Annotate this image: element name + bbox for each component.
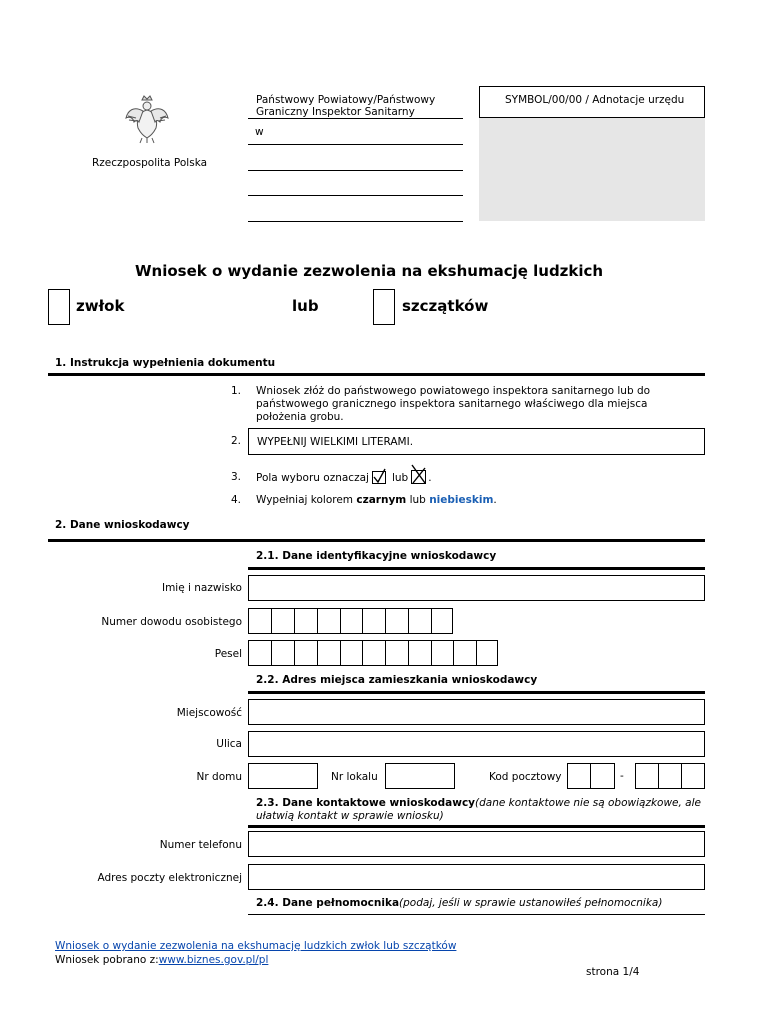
section2-rule — [48, 539, 705, 542]
house-number-label: Nr domu — [196, 771, 242, 783]
option-szczatkow-label: szczątków — [402, 297, 489, 315]
office-annotation-area — [479, 118, 705, 221]
option-zwlok-label: zwłok — [76, 297, 125, 315]
cross-mark-icon — [411, 464, 428, 484]
form-title-link[interactable]: Wniosek o wydanie zezwolenia na ekshumację ludzkich zwłok lub szczątków — [55, 940, 457, 952]
name-label: Imię i nazwisko — [161, 582, 242, 594]
instruction-1-text: Wniosek złóż do państwowego powiatowego inspektora sanitarnego lub do państwowego granicznego inspektora sanitarnego właściwego dla miejsca położenia grobu. — [256, 385, 651, 423]
city-input[interactable] — [248, 699, 705, 725]
subsection-2-1-heading: 2.1. Dane identyfikacyjne wnioskodawcy — [256, 550, 497, 562]
symbol-box — [479, 86, 705, 118]
checkbox-zwlok[interactable] — [48, 289, 70, 325]
subsection-2-4-heading-bold: 2.4. Dane pełnomocnika — [256, 897, 400, 909]
black-color-word: czarnym — [356, 494, 407, 506]
country-name: Rzeczpospolita Polska — [92, 157, 208, 169]
email-input[interactable] — [248, 864, 705, 890]
address-line-4[interactable] — [248, 221, 463, 222]
subsection-2-3-heading-note: (dane kontaktowe nie są obowiązkowe, ale ułatwią kontakt w sprawie wniosku) — [256, 797, 701, 822]
section1-rule — [48, 373, 705, 376]
subsection-2-3-rule — [248, 825, 705, 828]
instruction-3-num: 3. — [231, 471, 242, 483]
flat-number-label: Nr lokalu — [331, 771, 378, 783]
address-line-1[interactable] — [248, 144, 463, 145]
subsection-2-3-heading — [256, 797, 704, 823]
instruction-2-box — [248, 428, 705, 455]
id-number-input[interactable] — [248, 608, 453, 634]
authority-underline — [248, 118, 463, 119]
source-url-link[interactable]: www.biznes.gov.pl/pl — [158, 954, 269, 966]
section1-heading: 1. Instrukcja wypełnienia dokumentu — [55, 357, 276, 369]
instruction-4-text-mid: lub — [409, 494, 426, 506]
instruction-4-num: 4. — [231, 494, 242, 506]
instruction-3-line — [256, 462, 432, 484]
instruction-4-line — [256, 494, 497, 506]
blue-color-word: niebieskim — [429, 494, 494, 506]
instruction-2-num: 2. — [231, 435, 242, 447]
symbol-text: SYMBOL/00/00 / Adnotacje urzędu — [505, 94, 685, 106]
postal-code-part2-input[interactable] — [635, 763, 705, 789]
subsection-2-4-rule — [248, 914, 705, 915]
subsection-2-2-rule — [248, 691, 705, 694]
name-input[interactable] — [248, 575, 705, 601]
subsection-2-1-rule — [248, 567, 705, 570]
page-number: strona 1/4 — [586, 966, 640, 978]
page-title: Wniosek o wydanie zezwolenia na ekshumację ludzkich — [135, 262, 604, 280]
downloaded-label: Wniosek pobrano z: — [55, 954, 159, 966]
pesel-label: Pesel — [214, 648, 242, 660]
instruction-4-text-before: Wypełniaj kolorem — [256, 494, 354, 506]
instruction-3-text-before: Pola wyboru oznaczaj — [256, 472, 369, 484]
phone-input[interactable] — [248, 831, 705, 857]
checkbox-szczatkow[interactable] — [373, 289, 395, 325]
id-number-label: Numer dowodu osobistego — [101, 616, 242, 628]
polish-eagle-emblem — [124, 94, 170, 144]
email-label: Adres poczty elektronicznej — [97, 872, 242, 884]
subsection-2-4-heading-note: (podaj, jeśli w sprawie ustanowiłeś pełnomocnika) — [399, 897, 663, 909]
postal-code-part1-input[interactable] — [567, 763, 615, 789]
subsection-2-3-heading-bold: 2.3. Dane kontaktowe wnioskodawcy — [256, 797, 476, 809]
flat-number-input[interactable] — [385, 763, 455, 789]
address-line-3[interactable] — [248, 195, 463, 196]
city-label: Miejscowość — [176, 707, 242, 719]
downloaded-from — [55, 954, 268, 966]
subsection-2-2-heading: 2.2. Adres miejsca zamieszkania wnioskodawcy — [256, 674, 538, 686]
authority-line: Państwowy Powiatowy/Państwowy Graniczny Inspektor Sanitarny — [256, 94, 436, 118]
instruction-1-num: 1. — [231, 385, 242, 397]
postal-dash: - — [620, 770, 624, 782]
instruction-3-text-mid: lub — [391, 472, 409, 484]
section2-heading: 2. Dane wnioskodawcy — [55, 519, 190, 531]
subsection-2-4-heading — [256, 897, 662, 909]
pesel-input[interactable] — [248, 640, 498, 666]
or-label: lub — [292, 297, 319, 315]
instruction-4-text-end: . — [493, 494, 497, 506]
w-label: w — [255, 126, 264, 138]
instruction-2-text: WYPEŁNIJ WIELKIMI LITERAMI. — [257, 436, 414, 448]
house-number-input[interactable] — [248, 763, 318, 789]
street-label: Ulica — [216, 738, 242, 750]
street-input[interactable] — [248, 731, 705, 757]
check-mark-icon — [372, 468, 387, 484]
instruction-3-text-end: . — [428, 472, 432, 484]
address-line-2[interactable] — [248, 170, 463, 171]
phone-label: Numer telefonu — [159, 839, 242, 851]
postal-code-label: Kod pocztowy — [489, 771, 562, 783]
